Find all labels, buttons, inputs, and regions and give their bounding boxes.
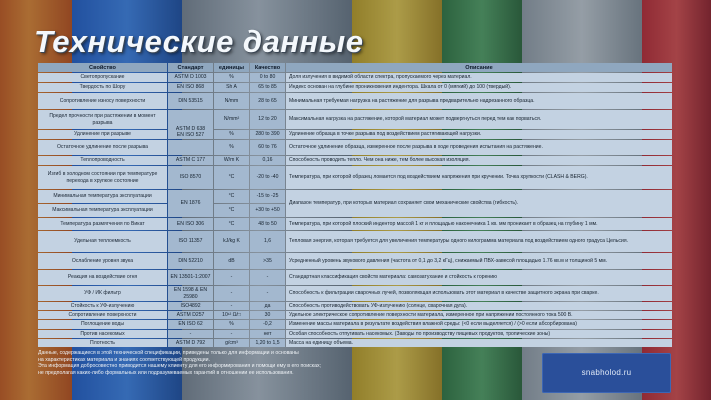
footnote-line: не предполагая каких-либо формальных или подразумеваемых гарантий в отношении ее использования.: [38, 369, 294, 376]
cell-property: Сопротивление износу поверхности: [38, 93, 167, 109]
cell-description: Тепловая энергия, которая требуется для увеличения температуры одного килограмма материала под воздействием одного градуса Цельсия.: [286, 231, 672, 252]
cell-quality: 1,6: [250, 231, 285, 252]
footnote-line: Данные, содержащиеся в этой технической спецификации, приведены только для информации и основаны: [38, 350, 299, 356]
cell-quality: -0,2: [250, 320, 285, 328]
cell-standard: ASTM D257: [168, 311, 213, 319]
brand-link[interactable]: snabholod.ru: [581, 368, 632, 377]
cell-quality: да: [250, 302, 285, 310]
cell-description: Изменение массы материала в результате воздействия влажной среды: (<0 если выделяется) / (>0 если абсорбирована): [286, 320, 672, 328]
spec-table-container: [37, 62, 672, 348]
cell-quality: 60 to 76: [250, 140, 285, 155]
cell-property: Плотность: [38, 339, 167, 347]
cell-standard: ASTM D 1003: [168, 73, 213, 82]
cell-property: Стойкость к УФ-излучению: [38, 302, 167, 310]
table-row: [38, 140, 672, 155]
cell-standard: EN ISO 62: [168, 320, 213, 328]
cell-units: °C: [214, 166, 249, 189]
cell-units: %: [214, 140, 249, 155]
cell-quality: нет: [250, 330, 285, 338]
cell-units: dB: [214, 253, 249, 269]
cell-quality: +30 to +50: [250, 204, 285, 217]
cell-units: -: [214, 270, 249, 285]
cell-property: Удлинение при разрыве: [38, 130, 167, 139]
cell-standard: EN 1598 & EN 25980: [168, 286, 213, 301]
cell-quality: 48 to 50: [250, 218, 285, 230]
cell-description: Температура, при которой образец ломается под воздействием напряжения при кручении. Точка хрупкости (CLASH & BERG).: [286, 166, 672, 189]
cell-quality: 0,16: [250, 156, 285, 165]
table-row: [38, 110, 672, 129]
cell-description: Диапазон температур, при которых материал сохраняет свои механические свойства (гибкость).: [286, 190, 672, 217]
cell-units: -: [214, 286, 249, 301]
cell-property: Изгиб в холодном состоянии при температуре перехода в хрупкое состояние: [38, 166, 167, 189]
table-row: [38, 93, 672, 109]
table-row: [38, 83, 672, 92]
header-description: Описание: [286, 63, 672, 72]
cell-property: Ослабление уровня звука: [38, 253, 167, 269]
cell-description: Удельное электрическое сопротивление поверхности материала, измеренное при напряжении постоянного тока 500 В.: [286, 311, 672, 319]
cell-description: Температура, при которой плоский индентор массой 1 кг и площадью наконечника 1 кв. мм проникает в образец на глубину 1 мм.: [286, 218, 672, 230]
cell-description: Особая способность отпугивать насекомых. (Заводы по производству пищевых продуктов, тропические зоны): [286, 330, 672, 338]
cell-standard: EN ISO 306: [168, 218, 213, 230]
cell-description: Индекс основан на глубине проникновения индентора. Шкала от 0 (мягкий) до 100 (твердый).: [286, 83, 672, 92]
table-row: [38, 339, 672, 347]
cell-standard: EN 1876: [168, 190, 213, 217]
table-row: [38, 320, 672, 328]
cell-units: -: [214, 302, 249, 310]
spec-table: [37, 62, 673, 348]
cell-description: Остаточное удлинение образца, измеренное после разрыва в ходе проведения испытания на растяжение.: [286, 140, 672, 155]
cell-units: W/m K: [214, 156, 249, 165]
table-row: [38, 190, 672, 203]
cell-quality: -: [250, 286, 285, 301]
cell-units: -: [214, 330, 249, 338]
cell-units: %: [214, 73, 249, 82]
standard-iso: EN ISO 527: [176, 131, 205, 138]
cell-property: Предел прочности при растяжении в момент разрыва: [38, 110, 167, 129]
cell-standard: DIN 52210: [168, 253, 213, 269]
table-row: [38, 311, 672, 319]
cell-property: Поглощение воды: [38, 320, 167, 328]
cell-units: g/cm³: [214, 339, 249, 347]
cell-property: Реакция на воздействие огня: [38, 270, 167, 285]
cell-quality: 0 to 80: [250, 73, 285, 82]
cell-units: °C: [214, 190, 249, 203]
cell-units: Sh A: [214, 83, 249, 92]
cell-property: Светопропускание: [38, 73, 167, 82]
cell-quality: 65 to 85: [250, 83, 285, 92]
cell-quality: -: [250, 270, 285, 285]
cell-standard: ISO 11357: [168, 231, 213, 252]
cell-property: УФ / ИК фильтр: [38, 286, 167, 301]
cell-property: Максимальная температура эксплуатации: [38, 204, 167, 217]
header-standard: Стандарт: [168, 63, 213, 72]
table-header-row: [38, 63, 672, 72]
table-row: [38, 302, 672, 310]
cell-standard: [168, 110, 213, 139]
cell-quality: 280 to 390: [250, 130, 285, 139]
footnote-line: на характеристиках материала и знаниях соответствующей продукции.: [38, 356, 211, 363]
cell-standard: ASTM C 177: [168, 156, 213, 165]
cell-description: Максимальная нагрузка на растяжение, которой материал может подвергнуться перед тем как порваться.: [286, 110, 672, 129]
cell-units: N/mm: [214, 93, 249, 109]
cell-standard: ISO 8570: [168, 166, 213, 189]
cell-description: Доля излучения в видимой области спектра, пропускаемого через материал.: [286, 73, 672, 82]
disclaimer-footnote: [38, 350, 398, 376]
cell-quality: >35: [250, 253, 285, 269]
cell-quality: -20 to -40: [250, 166, 285, 189]
cell-units: %: [214, 320, 249, 328]
cell-units: °C: [214, 218, 249, 230]
table-row: [38, 330, 672, 338]
cell-standard: DIN 53515: [168, 93, 213, 109]
table-row: [38, 270, 672, 285]
cell-units: °C: [214, 204, 249, 217]
cell-description: Способность проводить тепло. Чем она ниже, тем более высокая изоляция.: [286, 156, 672, 165]
header-units: единицы: [214, 63, 249, 72]
cell-units: kJ/kg K: [214, 231, 249, 252]
table-row: [38, 130, 672, 139]
cell-property: Остаточное удлинение после разрыва: [38, 140, 167, 155]
cell-description: Способность к фильтрации сварочных лучей, позволяющая использовать этот материал в качестве защитного экрана при сварке.: [286, 286, 672, 301]
table-row: [38, 73, 672, 82]
cell-quality: 12 to 20: [250, 110, 285, 129]
cell-quality: -15 to -25: [250, 190, 285, 203]
header-quality: Качество: [250, 63, 285, 72]
cell-quality: 1,20 to 1,5: [250, 339, 285, 347]
cell-standard: EN 13501-1:2007: [168, 270, 213, 285]
cell-property: Твердость по Шору: [38, 83, 167, 92]
cell-standard: [168, 140, 213, 155]
cell-property: Против насекомых: [38, 330, 167, 338]
cell-description: Усредненный уровень звукового давления (частота от 0,1 до 3,2 кГц), снижаемый ПВХ-завесой площадью 1.76 кв.м и толщиной 5 мм.: [286, 253, 672, 269]
cell-description: Стандартная классификация свойств материала: самозатухание и стойкость к горению: [286, 270, 672, 285]
cell-description: Масса на единицу объема.: [286, 339, 672, 347]
cell-standard: ASTM D 792: [168, 339, 213, 347]
footnote-line: Эта информация добросовестно приводится нашему клиенту для его информирования и помощи ему в его поисках;: [38, 363, 321, 370]
table-row: [38, 218, 672, 230]
table-row: [38, 286, 672, 301]
cell-standard: -: [168, 330, 213, 338]
table-row: [38, 253, 672, 269]
page-title: Технические данные: [34, 24, 364, 59]
table-row: [38, 156, 672, 165]
standard-astm: ASTM D 638: [175, 125, 206, 132]
cell-standard: EN ISO 868: [168, 83, 213, 92]
cell-property: Сопротивление поверхности: [38, 311, 167, 319]
cell-property: Температура размягчения по Викат: [38, 218, 167, 230]
table-row: [38, 166, 672, 189]
cell-units: 10¹² Ω/□: [214, 311, 249, 319]
cell-description: Минимальная требуемая нагрузка на растяжение для разрыва предварительно надрезанного образца.: [286, 93, 672, 109]
cell-description: Способность противодействовать УФ-излучению (солнце, сварочная дуга).: [286, 302, 672, 310]
cell-units: N/mm²: [214, 110, 249, 129]
cell-standard: ISO4892: [168, 302, 213, 310]
cell-property: Теплопроводность: [38, 156, 167, 165]
cell-quality: 30: [250, 311, 285, 319]
cell-units: %: [214, 130, 249, 139]
cell-quality: 28 to 65: [250, 93, 285, 109]
header-property: Свойство: [38, 63, 167, 72]
cell-property: Удельная теплоемкость: [38, 231, 167, 252]
table-row: [38, 231, 672, 252]
cell-description: Удлинение образца в точке разрыва под воздействием растягивающей нагрузки.: [286, 130, 672, 139]
brand-badge[interactable]: [542, 353, 671, 393]
cell-property: Минимальная температура эксплуатации: [38, 190, 167, 203]
